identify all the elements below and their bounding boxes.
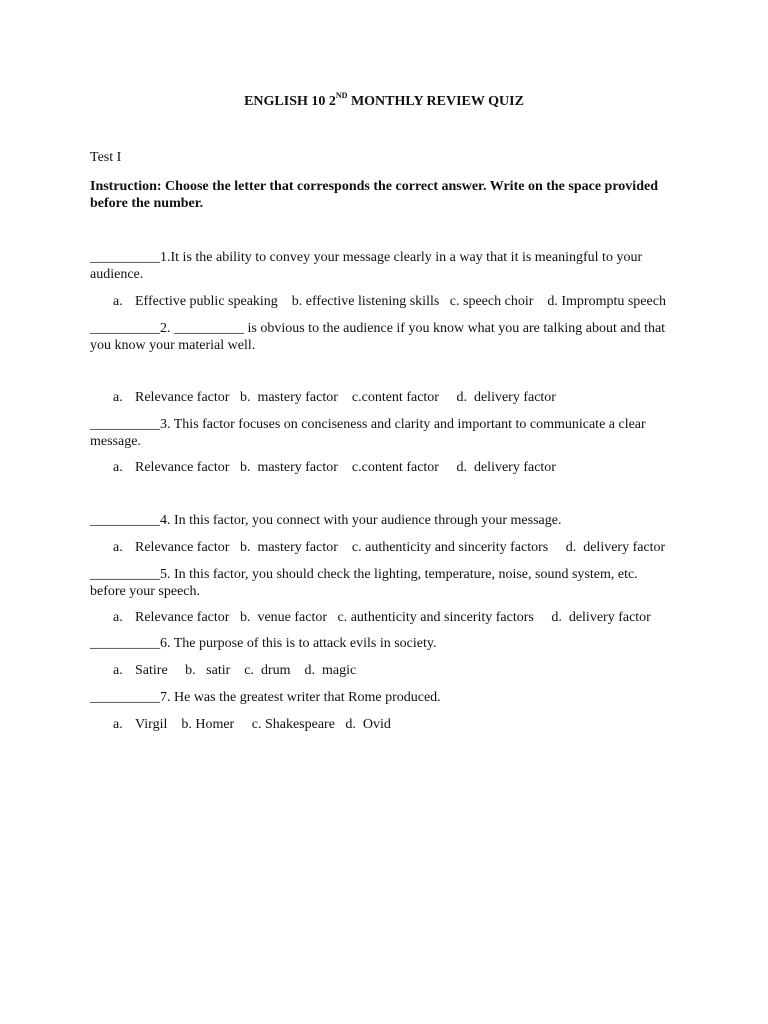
instruction-text: Instruction: Choose the letter that corresponds the correct answer. Write on the space provided before the number. [90,179,658,211]
question-1-options [113,293,666,310]
question-5-options [113,609,651,626]
option-list: Relevance factor b. mastery factor c. authenticity and sincerity factors d. delivery factor [135,540,666,555]
question-4-options [113,539,665,556]
title-superscript: ND [335,91,348,101]
option-list: Relevance factor b. mastery factor c.content factor d. delivery factor [135,390,556,405]
option-letter: a. [113,390,123,405]
option-list: Relevance factor b. venue factor c. authenticity and sincerity factors d. delivery factor [135,610,651,625]
question-3-options [113,459,556,476]
option-letter: a. [113,663,123,678]
question-2: __________2. __________ is obvious to the audience if you know what you are talking about and that you know your material well. [90,321,666,353]
question-1: __________1.It is the ability to convey your message clearly in a way that it is meaningful to your audience. [90,250,643,282]
option-list: Effective public speaking b. effective listening skills c. speech choir d. Impromptu speech [135,294,666,309]
option-letter: a. [113,540,123,555]
option-letter: a. [113,610,123,625]
question-6: __________6. The purpose of this is to attack evils in society. [90,636,437,651]
option-letter: a. [113,460,123,475]
option-list: Virgil b. Homer c. Shakespeare d. Ovid [135,717,391,732]
question-4: __________4. In this factor, you connect with your audience through your message. [90,513,562,528]
option-letter: a. [113,717,123,732]
question-5: __________5. In this factor, you should check the lighting, temperature, noise, sound system, etc. before your speech. [90,567,638,599]
test-label: Test I [90,150,122,165]
page-title [0,93,768,110]
title-suffix: MONTHLY REVIEW QUIZ [347,94,524,109]
option-list: Satire b. satir c. drum d. magic [135,663,357,678]
question-6-options [113,662,356,679]
question-7-options [113,716,391,733]
question-2-options [113,389,556,406]
question-7: __________7. He was the greatest writer that Rome produced. [90,690,441,705]
option-letter: a. [113,294,123,309]
question-3: __________3. This factor focuses on conciseness and clarity and important to communicate a clear message. [90,417,646,449]
option-list: Relevance factor b. mastery factor c.content factor d. delivery factor [135,460,556,475]
title-prefix: ENGLISH 10 2 [244,94,336,109]
